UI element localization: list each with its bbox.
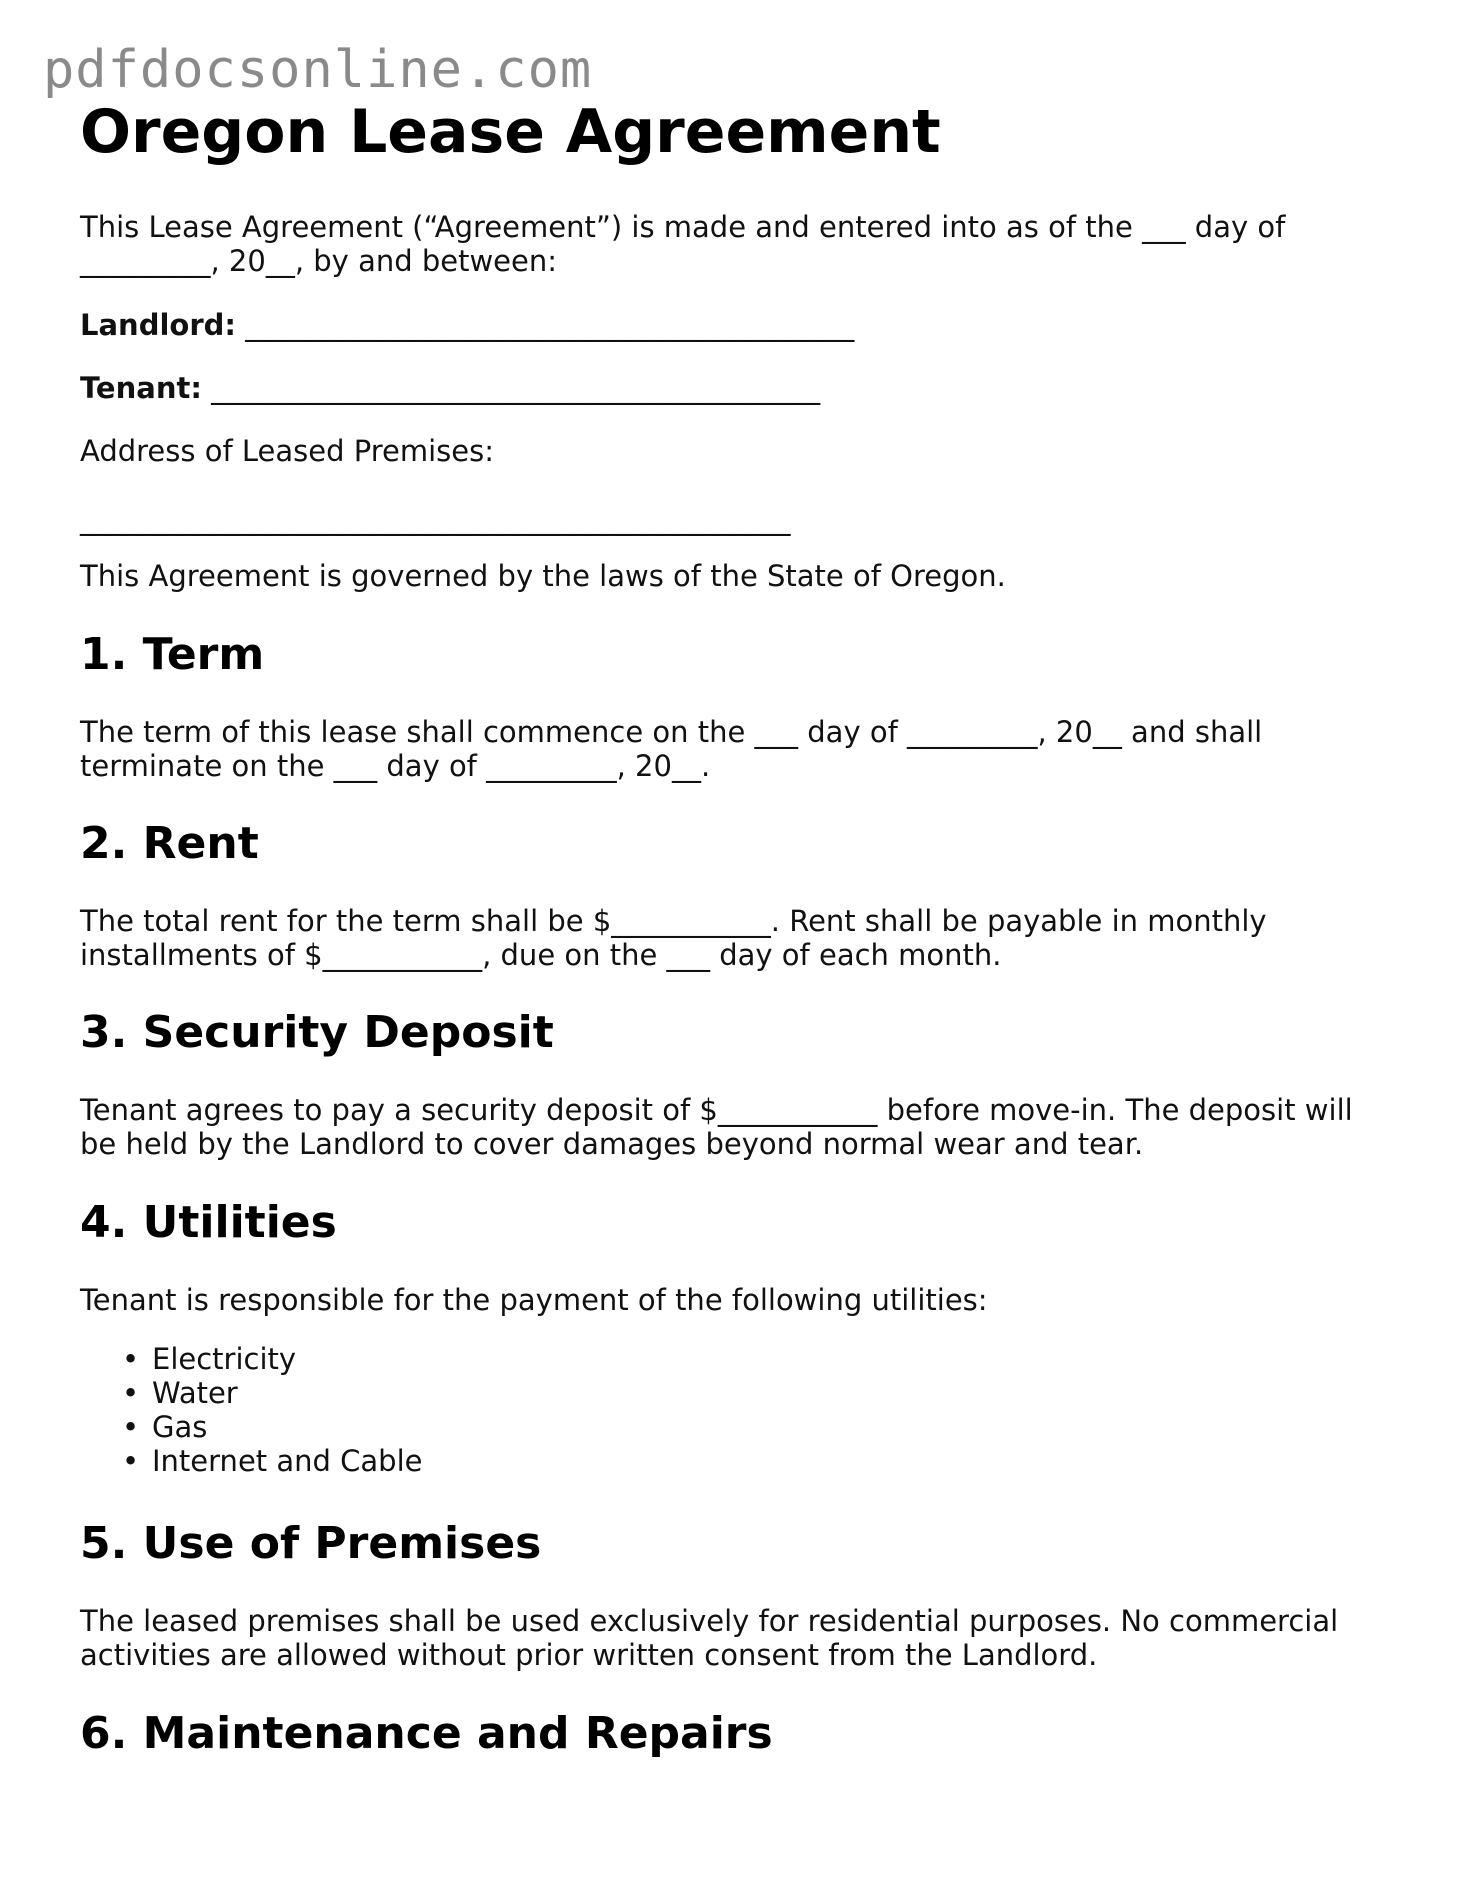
bullet-icon: • xyxy=(122,1376,140,1410)
tenant-line xyxy=(80,371,820,405)
list-item xyxy=(80,1342,422,1376)
bullet-icon: • xyxy=(122,1342,140,1376)
rent-line-1: The total rent for the term shall be $___________. Rent shall be payable in monthly xyxy=(80,904,1267,938)
tenant-label: Tenant: xyxy=(80,371,202,405)
address-field[interactable]: _________________________________________________ xyxy=(80,502,791,536)
section-heading-use-of-premises: 5. Use of Premises xyxy=(80,1518,542,1569)
intro-line-2: _________, 20__, by and between: xyxy=(80,244,558,278)
governing-law: This Agreement is governed by the laws of the State of Oregon. xyxy=(80,559,1006,593)
bullet-icon: • xyxy=(122,1444,140,1478)
list-item xyxy=(80,1410,422,1444)
intro-line-1: This Lease Agreement (“Agreement”) is made and entered into as of the ___ day of xyxy=(80,210,1286,244)
address-label: Address of Leased Premises: xyxy=(80,434,494,468)
utility-electricity: Electricity xyxy=(152,1342,297,1376)
section-heading-maintenance-repairs: 6. Maintenance and Repairs xyxy=(80,1708,773,1759)
deposit-line-1: Tenant agrees to pay a security deposit of $___________ before move-in. The deposit will xyxy=(80,1093,1353,1127)
section-heading-rent: 2. Rent xyxy=(80,818,259,869)
section-heading-utilities: 4. Utilities xyxy=(80,1197,337,1248)
section-heading-security-deposit: 3. Security Deposit xyxy=(80,1007,554,1058)
list-item xyxy=(80,1376,422,1410)
list-item xyxy=(80,1444,422,1478)
bullet-icon: • xyxy=(122,1410,140,1444)
utilities-intro: Tenant is responsible for the payment of the following utilities: xyxy=(80,1283,988,1317)
landlord-line xyxy=(80,308,854,342)
deposit-line-2: be held by the Landlord to cover damages beyond normal wear and tear. xyxy=(80,1127,1144,1161)
premises-line-1: The leased premises shall be used exclusively for residential purposes. No commercial xyxy=(80,1604,1339,1638)
document-title: Oregon Lease Agreement xyxy=(80,97,941,167)
term-line-1: The term of this lease shall commence on the ___ day of _________, 20__ and shall xyxy=(80,715,1263,749)
utility-gas: Gas xyxy=(152,1410,208,1444)
rent-line-2: installments of $___________, due on the ___ day of each month. xyxy=(80,938,1002,972)
utilities-list xyxy=(80,1342,422,1478)
premises-line-2: activities are allowed without prior written consent from the Landlord. xyxy=(80,1638,1098,1672)
utility-internet-cable: Internet and Cable xyxy=(152,1444,423,1478)
site-watermark: pdfdocsonline.com xyxy=(43,40,593,100)
utility-water: Water xyxy=(152,1376,238,1410)
tenant-field[interactable]: __________________________________________ xyxy=(201,371,821,405)
landlord-field[interactable]: __________________________________________ xyxy=(235,308,855,342)
landlord-label: Landlord: xyxy=(80,308,236,342)
term-line-2: terminate on the ___ day of _________, 20__. xyxy=(80,749,711,783)
section-heading-term: 1. Term xyxy=(80,629,265,680)
